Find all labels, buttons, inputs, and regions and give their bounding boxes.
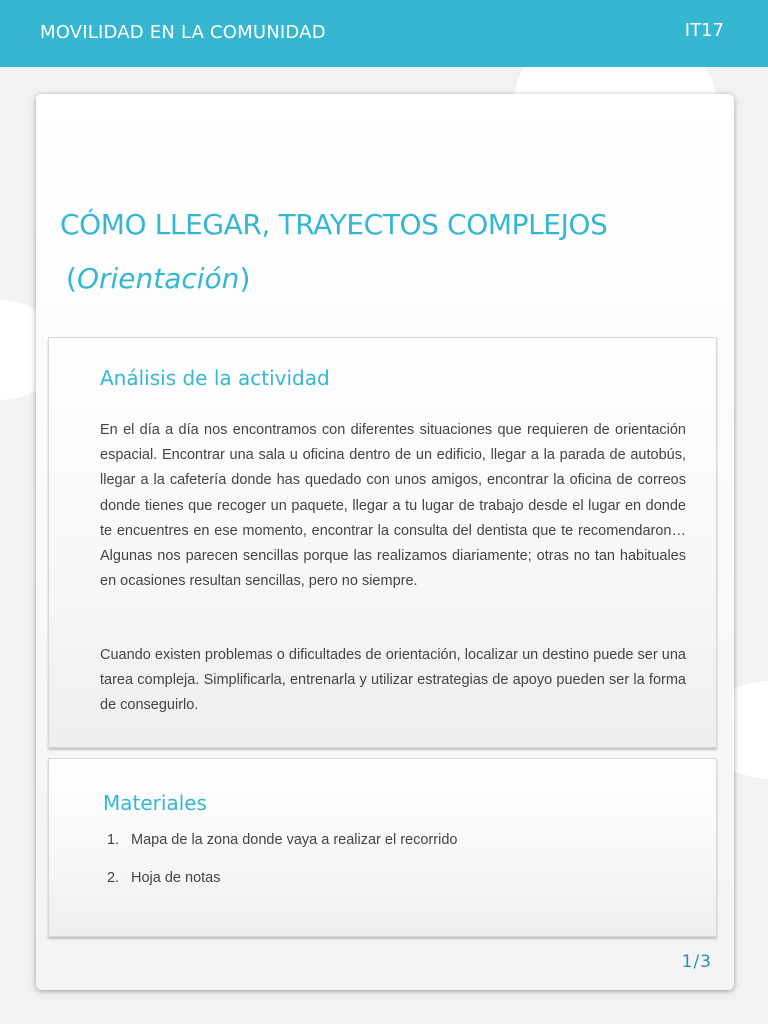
section-title: MOVILIDAD EN LA COMUNIDAD bbox=[40, 22, 326, 43]
subtitle-close-paren: ) bbox=[239, 262, 251, 295]
header-bar bbox=[0, 0, 768, 67]
materials-list bbox=[107, 829, 457, 905]
materials-section bbox=[48, 758, 717, 937]
document-code: IT17 bbox=[684, 20, 724, 41]
subtitle-open-paren: ( bbox=[66, 262, 77, 295]
page-number: 1/3 bbox=[681, 952, 712, 972]
list-item bbox=[107, 829, 457, 867]
list-item bbox=[107, 867, 457, 905]
subtitle-text: Orientación bbox=[76, 262, 240, 295]
analysis-paragraph: En el día a día nos encontramos con diferentes situaciones que requieren de orientación espacial. Encontrar una sala u oficina dentro de un edificio, llegar a la parada de autobús, llegar a la cafetería donde has quedado con unos amigos, encontrar la oficina de correos donde tienes que recoger un paquete, llegar a tu lugar de trabajo desde el lugar en donde te encuentres en ese momento, encontrar la consulta del dentista que te recomendaron… Algunas nos parecen sencillas porque las realizamos diariamente; otras no tan habituales en ocasiones resultan sencillas, pero no siempre. bbox=[100, 422, 686, 590]
analysis-heading: Análisis de la actividad bbox=[100, 366, 330, 390]
list-item-text: Hoja de notas bbox=[131, 870, 221, 886]
page-subtitle bbox=[66, 262, 250, 295]
document-page bbox=[36, 94, 734, 990]
list-item-number: 1. bbox=[107, 832, 120, 848]
list-item-text: Mapa de la zona donde vaya a realizar el recorrido bbox=[131, 832, 458, 848]
analysis-section bbox=[48, 337, 717, 748]
page-title: CÓMO LLEGAR, TRAYECTOS COMPLEJOS bbox=[60, 208, 608, 241]
list-item-number: 2. bbox=[107, 870, 120, 886]
analysis-paragraph: Cuando existen problemas o dificultades de orientación, localizar un destino puede ser una tarea compleja. Simplificarla, entrenarla y utilizar estrategias de apoyo pueden ser la forma de conseguirlo. bbox=[100, 647, 686, 714]
materials-heading: Materiales bbox=[103, 791, 207, 815]
